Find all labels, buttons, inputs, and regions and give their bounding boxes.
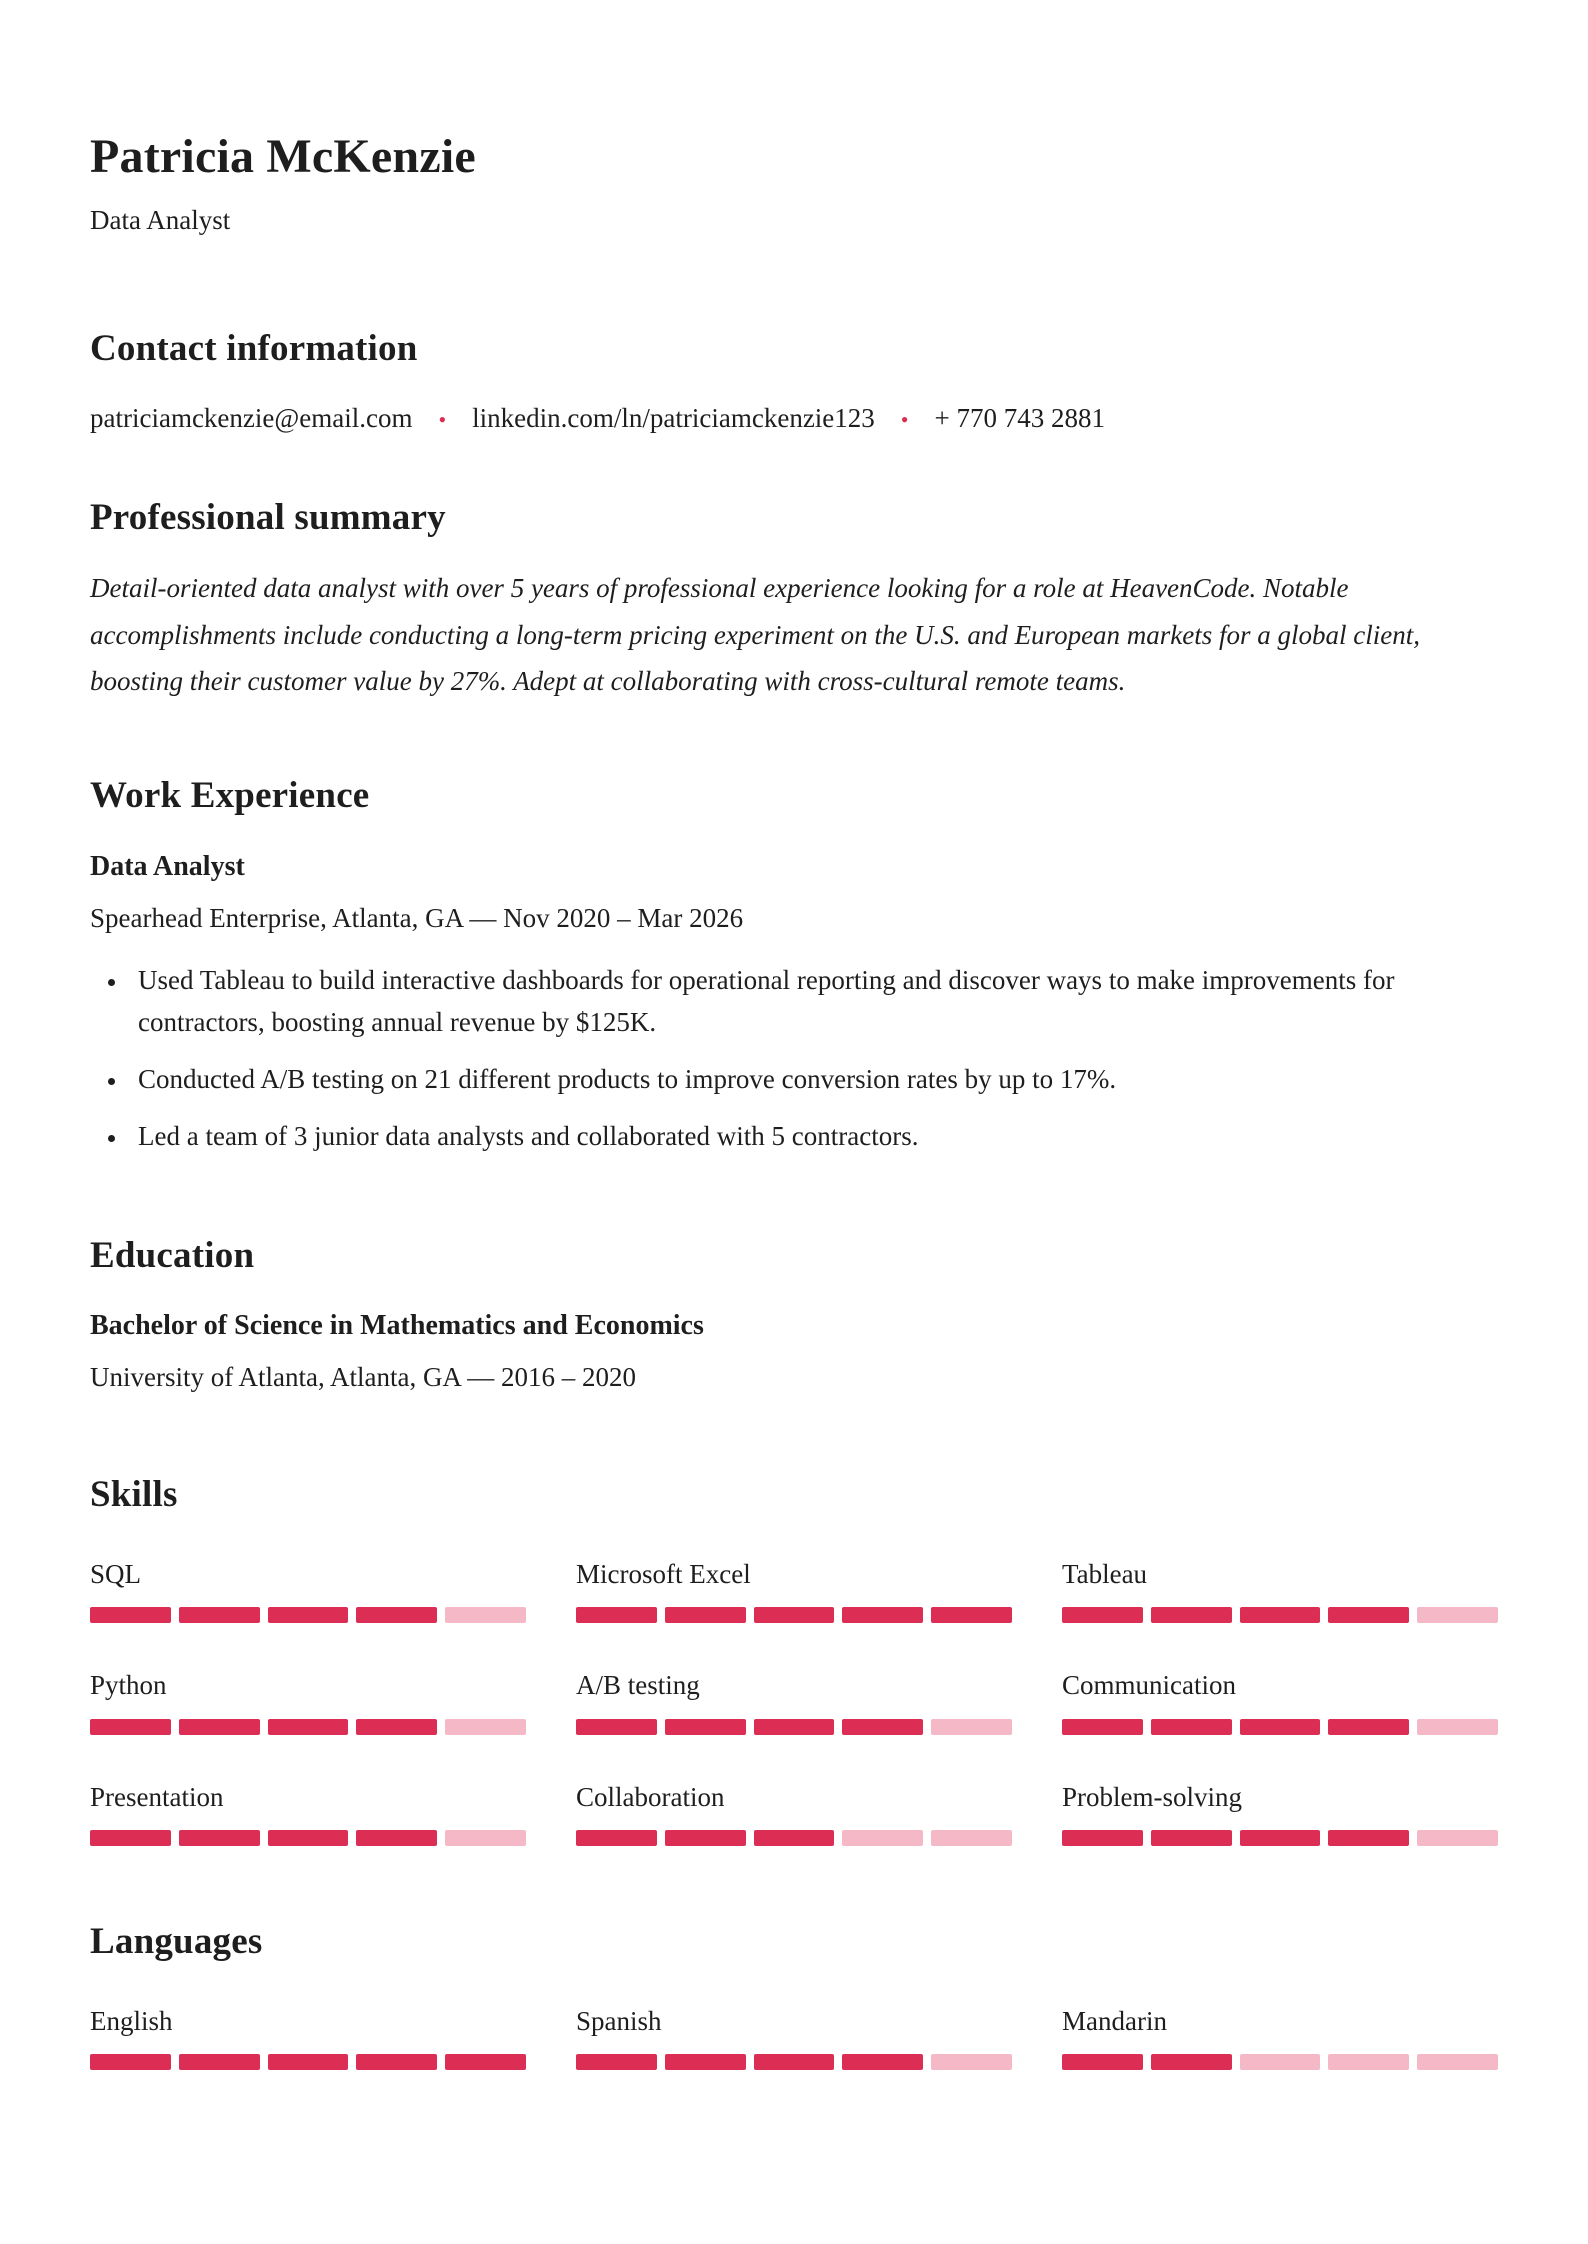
level-segment-filled — [1328, 1830, 1409, 1846]
level-segment-filled — [842, 2054, 923, 2070]
section-education — [90, 1236, 1498, 1394]
language-name: English — [90, 2005, 173, 2036]
skill-item — [576, 1669, 1012, 1734]
skill-item — [90, 1781, 526, 1846]
skill-level-meter — [576, 1607, 1012, 1623]
education-degree: Bachelor of Science in Mathematics and Economics — [90, 1310, 704, 1342]
language-item — [1062, 2005, 1498, 2070]
skill-item — [90, 1558, 526, 1623]
skill-name: Tableau — [1062, 1558, 1148, 1589]
level-segment-empty — [1417, 1607, 1498, 1623]
contact-row — [90, 403, 1498, 434]
level-segment-filled — [268, 1607, 349, 1623]
bullet-separator-icon: • — [900, 406, 909, 432]
level-segment-filled — [576, 1607, 657, 1623]
contact-information-heading: Contact information — [90, 327, 418, 369]
level-segment-filled — [179, 2054, 260, 2070]
level-segment-filled — [356, 1719, 437, 1735]
professional-summary-text: Detail-oriented data analyst with over 5 years of professional experience looking for a role at HeavenCode. Notable accomplishments include conducting a long-term pricing experiment on the U.S. and European markets for a global client, boosting their customer value by 27%. Adept at collaborating with cross-cultural remote teams. — [90, 573, 1421, 697]
language-name: Mandarin — [1062, 2005, 1167, 2036]
level-segment-filled — [1062, 1719, 1143, 1735]
skill-name: Presentation — [90, 1781, 224, 1812]
level-segment-filled — [179, 1719, 260, 1735]
work-experience-heading: Work Experience — [90, 775, 370, 817]
level-segment-filled — [931, 1607, 1012, 1623]
level-segment-filled — [268, 1719, 349, 1735]
skill-name: Collaboration — [576, 1781, 725, 1812]
languages-grid — [90, 2005, 1498, 2070]
job-bullet: • Used Tableau to build interactive dashboards for operational reporting and discover ways to make improvements for contractors, boosting annual revenue by $125K. — [128, 960, 1498, 1044]
education-heading: Education — [90, 1234, 255, 1276]
skill-name: A/B testing — [576, 1670, 700, 1701]
level-segment-filled — [179, 1607, 260, 1623]
level-segment-empty — [1417, 2054, 1498, 2070]
job-bullet: • Led a team of 3 junior data analysts and collaborated with 5 contractors. — [128, 1116, 1498, 1158]
level-segment-empty — [1328, 2054, 1409, 2070]
level-segment-filled — [754, 1830, 835, 1846]
level-segment-filled — [1328, 1719, 1409, 1735]
level-segment-filled — [1240, 1607, 1321, 1623]
level-segment-filled — [1062, 1607, 1143, 1623]
level-segment-filled — [1328, 1607, 1409, 1623]
skill-name: Problem-solving — [1062, 1781, 1242, 1812]
job-bullet: • Conducted A/B testing on 21 different products to improve conversion rates by up to 17%. — [128, 1059, 1498, 1101]
level-segment-empty — [931, 1719, 1012, 1735]
contact-email: patriciamckenzie@email.com — [90, 403, 413, 434]
skill-level-meter — [90, 1719, 526, 1735]
level-segment-empty — [931, 1830, 1012, 1846]
language-level-meter — [90, 2054, 526, 2070]
skill-name: Python — [90, 1670, 167, 1701]
level-segment-filled — [90, 1607, 171, 1623]
level-segment-filled — [1151, 1719, 1232, 1735]
level-segment-filled — [90, 2054, 171, 2070]
skill-level-meter — [90, 1830, 526, 1846]
level-segment-filled — [1151, 1607, 1232, 1623]
skill-level-meter — [1062, 1607, 1498, 1623]
language-level-meter — [1062, 2054, 1498, 2070]
skill-name: Microsoft Excel — [576, 1558, 751, 1589]
language-item — [90, 2005, 526, 2070]
level-segment-filled — [665, 1830, 746, 1846]
skill-item — [1062, 1558, 1498, 1623]
bullet-separator-icon: • — [438, 406, 447, 432]
level-segment-filled — [268, 1830, 349, 1846]
level-segment-filled — [268, 2054, 349, 2070]
skill-item — [576, 1558, 1012, 1623]
professional-summary-heading: Professional summary — [90, 497, 446, 539]
level-segment-empty — [1240, 2054, 1321, 2070]
education-school-dates: University of Atlanta, Atlanta, GA — 2016 – 2020 — [90, 1362, 636, 1393]
section-professional-summary — [90, 498, 1498, 704]
resume-header — [90, 132, 1498, 237]
level-segment-filled — [842, 1607, 923, 1623]
language-level-meter — [576, 2054, 1012, 2070]
level-segment-filled — [1240, 1719, 1321, 1735]
section-languages — [90, 1922, 1498, 2070]
skill-item — [90, 1669, 526, 1734]
skill-item — [1062, 1781, 1498, 1846]
skill-level-meter — [1062, 1719, 1498, 1735]
candidate-job-title: Data Analyst — [90, 205, 231, 236]
job-bullet-list — [90, 960, 1498, 1157]
job-company-dates: Spearhead Enterprise, Atlanta, GA — Nov 2020 – Mar 2026 — [90, 903, 744, 934]
level-segment-filled — [576, 1830, 657, 1846]
level-segment-filled — [665, 2054, 746, 2070]
candidate-name: Patricia McKenzie — [90, 130, 476, 183]
level-segment-filled — [1151, 1830, 1232, 1846]
level-segment-filled — [1240, 1830, 1321, 1846]
skills-grid — [90, 1558, 1498, 1846]
level-segment-filled — [1062, 1830, 1143, 1846]
level-segment-empty — [445, 1830, 526, 1846]
skill-level-meter — [1062, 1830, 1498, 1846]
languages-heading: Languages — [90, 1921, 263, 1963]
level-segment-filled — [754, 1607, 835, 1623]
level-segment-filled — [576, 1719, 657, 1735]
skill-name: SQL — [90, 1558, 142, 1589]
section-work-experience — [90, 776, 1498, 1157]
skill-level-meter — [576, 1719, 1012, 1735]
level-segment-filled — [90, 1719, 171, 1735]
level-segment-empty — [1417, 1719, 1498, 1735]
skills-heading: Skills — [90, 1474, 178, 1516]
language-name: Spanish — [576, 2005, 662, 2036]
level-segment-filled — [842, 1719, 923, 1735]
level-segment-filled — [179, 1830, 260, 1846]
level-segment-filled — [576, 2054, 657, 2070]
skill-item — [576, 1781, 1012, 1846]
skill-name: Communication — [1062, 1670, 1236, 1701]
level-segment-filled — [665, 1607, 746, 1623]
level-segment-filled — [1151, 2054, 1232, 2070]
level-segment-empty — [445, 1607, 526, 1623]
level-segment-filled — [665, 1719, 746, 1735]
level-segment-empty — [1417, 1830, 1498, 1846]
level-segment-filled — [356, 1607, 437, 1623]
level-segment-filled — [1062, 2054, 1143, 2070]
level-segment-filled — [445, 2054, 526, 2070]
contact-linkedin: linkedin.com/ln/patriciamckenzie123 — [472, 403, 875, 434]
level-segment-filled — [754, 2054, 835, 2070]
language-item — [576, 2005, 1012, 2070]
skill-level-meter — [576, 1830, 1012, 1846]
level-segment-empty — [842, 1830, 923, 1846]
skill-level-meter — [90, 1607, 526, 1623]
skill-item — [1062, 1669, 1498, 1734]
contact-phone: + 770 743 2881 — [934, 403, 1105, 434]
level-segment-filled — [90, 1830, 171, 1846]
level-segment-filled — [356, 2054, 437, 2070]
job-title: Data Analyst — [90, 851, 245, 883]
section-skills — [90, 1475, 1498, 1846]
level-segment-filled — [754, 1719, 835, 1735]
level-segment-empty — [445, 1719, 526, 1735]
level-segment-filled — [356, 1830, 437, 1846]
level-segment-empty — [931, 2054, 1012, 2070]
section-contact-information — [90, 329, 1498, 435]
